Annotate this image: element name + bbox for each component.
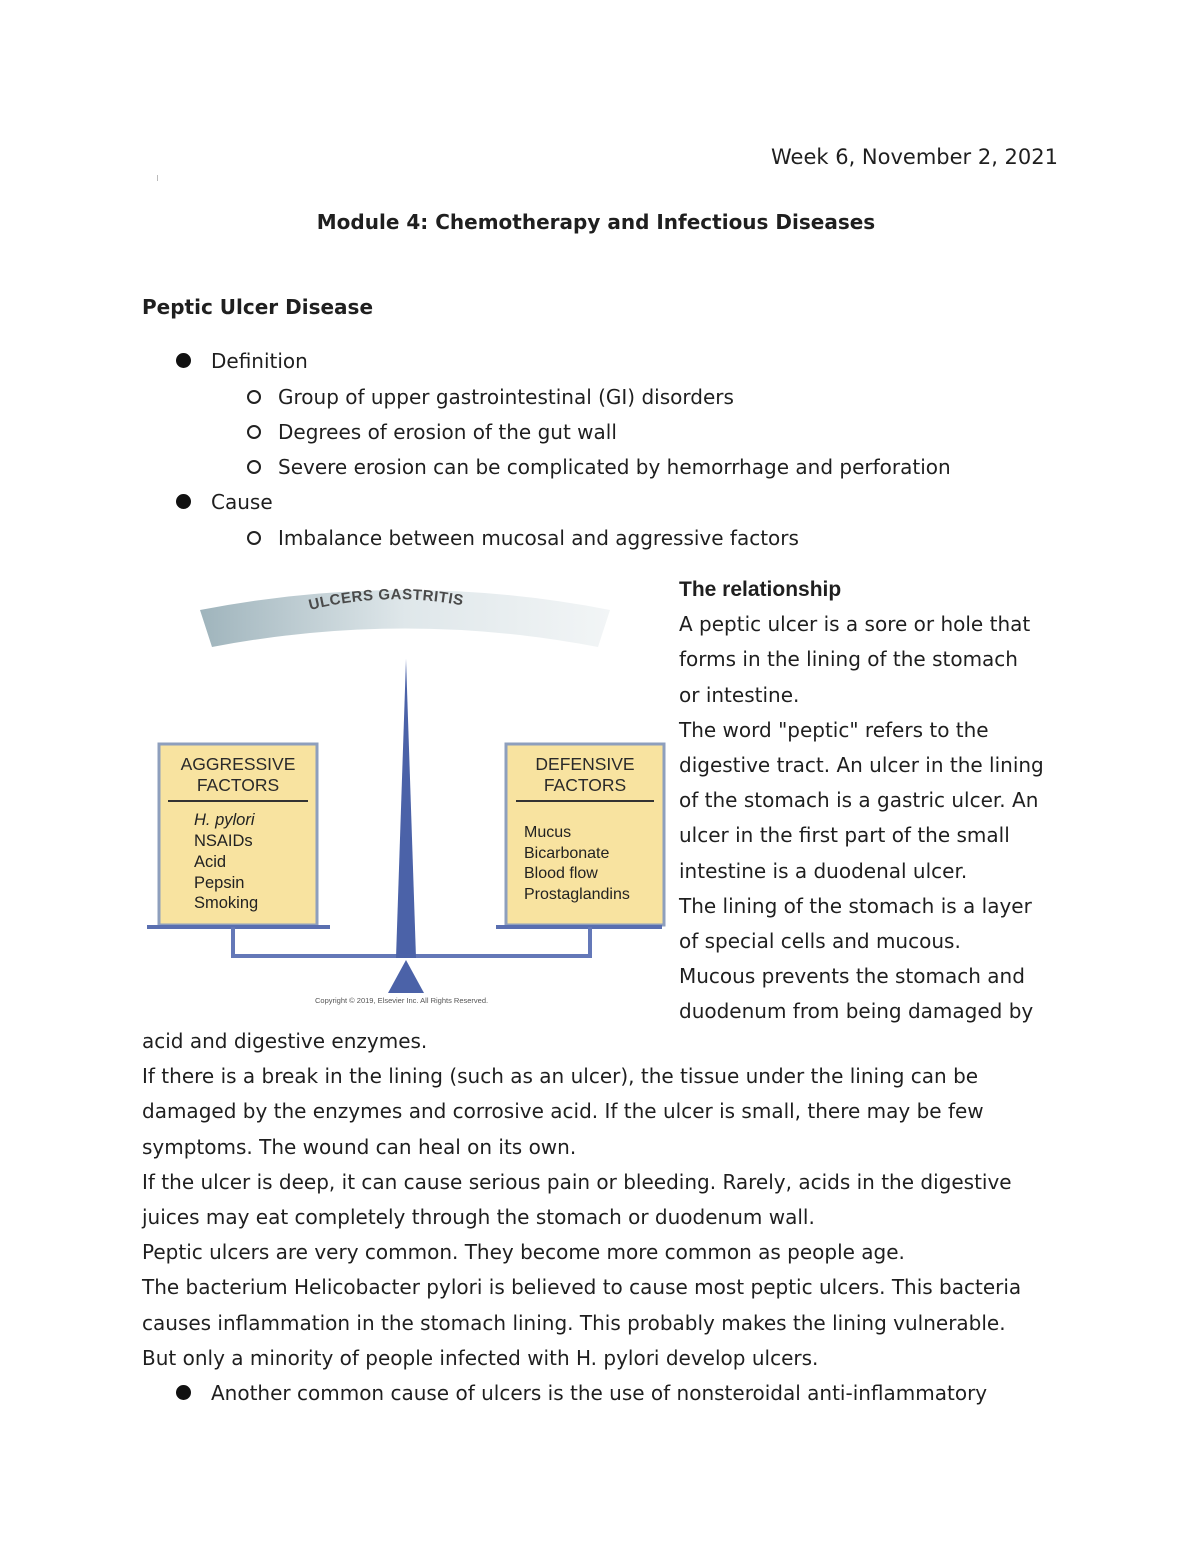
- figure-copyright: Copyright © 2019, Elsevier Inc. All Rights Reserved.: [315, 996, 489, 1005]
- outline-item-label: Cause: [211, 490, 273, 514]
- balance-scale-diagram: [140, 575, 670, 1015]
- body-line: acid and digestive enzymes.: [142, 1029, 428, 1053]
- defensive-item: Blood flow: [524, 865, 598, 882]
- outline-subitem: [247, 415, 617, 450]
- aggressive-title-line2: FACTORS: [196, 775, 280, 795]
- body-paragraphs: [142, 1024, 1062, 1376]
- outline-subitem: [247, 380, 734, 415]
- document-date: Week 6, November 2, 2021: [771, 145, 1058, 169]
- defensive-title-line2: FACTORS: [543, 775, 627, 795]
- body-line: The bacterium Helicobacter pylori is believed to cause most peptic ulcers. This bacteria: [142, 1275, 1022, 1300]
- defensive-item: Bicarbonate: [524, 845, 610, 862]
- outline-subitem-label: Group of upper gastrointestinal (GI) disorders: [278, 385, 734, 409]
- relationship-line: intestine is a duodenal ulcer.: [679, 858, 968, 883]
- fulcrum-base: [388, 960, 424, 993]
- section-title: Peptic Ulcer Disease: [142, 295, 374, 319]
- body-line: symptoms. The wound can heal on its own.: [142, 1134, 577, 1159]
- bullet-disc-icon: [176, 1385, 191, 1400]
- outline-subitem-label: Degrees of erosion of the gut wall: [278, 420, 617, 444]
- body-line: If there is a break in the lining (such as an ulcer), the tissue under the lining can be: [142, 1064, 979, 1089]
- relationship-line: ulcer in the first part of the small: [679, 823, 1010, 848]
- relationship-line: of the stomach is a gastric ulcer. An: [679, 788, 1039, 813]
- relationship-line: or intestine.: [679, 682, 800, 707]
- relationship-line: duodenum from being damaged by: [679, 999, 1034, 1024]
- outline-item-label: Definition: [211, 349, 308, 373]
- outline-item-cause: [176, 485, 273, 520]
- body-line: Peptic ulcers are very common. They become more common as people age.: [142, 1240, 905, 1265]
- body-line: If the ulcer is deep, it can cause serious pain or bleeding. Rarely, acids in the digestive: [142, 1169, 1012, 1194]
- outline-subitem-label: Severe erosion can be complicated by hemorrhage and perforation: [278, 455, 951, 479]
- aggressive-item: Pepsin: [194, 874, 245, 892]
- body-line: juices may eat completely through the stomach or duodenum wall.: [142, 1205, 815, 1230]
- aggressive-item: H. pylori: [194, 811, 255, 829]
- balance-figure: [140, 575, 670, 1015]
- relationship-line: forms in the lining of the stomach: [679, 647, 1018, 672]
- body-line: causes inflammation in the stomach lining. This probably makes the lining vulnerable.: [142, 1310, 1006, 1335]
- outline-item-label: Another common cause of ulcers is the use of nonsteroidal anti-inflammatory: [211, 1381, 988, 1405]
- arc-label: ULCERS GASTRITIS: [307, 586, 465, 614]
- module-title: Module 4: Chemotherapy and Infectious Diseases: [316, 210, 876, 234]
- bullet-circle-icon: [247, 390, 261, 404]
- fulcrum-spike: [396, 659, 416, 958]
- aggressive-item: Acid: [194, 853, 227, 871]
- relationship-title: The relationship: [679, 578, 842, 601]
- defensive-title-line1: DEFENSIVE: [535, 754, 635, 774]
- outline-subitem: [247, 521, 799, 556]
- body-line: But only a minority of people infected with H. pylori develop ulcers.: [142, 1345, 819, 1370]
- bullet-disc-icon: [176, 353, 191, 368]
- defensive-item: Prostaglandins: [524, 886, 630, 903]
- outline-item-nsaids: [176, 1376, 987, 1411]
- bullet-disc-icon: [176, 494, 191, 509]
- aggressive-item: Smoking: [194, 894, 259, 912]
- outline-subitem-label: Imbalance between mucosal and aggressive factors: [278, 526, 799, 550]
- bullet-circle-icon: [247, 531, 261, 545]
- body-line: damaged by the enzymes and corrosive acid. If the ulcer is small, there may be few: [142, 1099, 984, 1124]
- aggressive-item: NSAIDs: [194, 832, 253, 850]
- margin-mark: [157, 175, 158, 181]
- relationship-line: digestive tract. An ulcer in the lining: [679, 753, 1044, 778]
- relationship-line: A peptic ulcer is a sore or hole that: [679, 612, 1031, 637]
- relationship-line: of special cells and mucous.: [679, 929, 961, 954]
- outline-item-definition: [176, 344, 308, 379]
- defensive-item: Mucus: [524, 824, 572, 841]
- relationship-column: [679, 572, 1069, 1030]
- relationship-line: The lining of the stomach is a layer: [679, 893, 1032, 918]
- bullet-circle-icon: [247, 425, 261, 439]
- bullet-circle-icon: [247, 460, 261, 474]
- outline-subitem: [247, 450, 951, 485]
- relationship-line: Mucous prevents the stomach and: [679, 964, 1025, 989]
- relationship-line: The word "peptic" refers to the: [679, 717, 989, 742]
- aggressive-title-line1: AGGRESSIVE: [180, 754, 296, 774]
